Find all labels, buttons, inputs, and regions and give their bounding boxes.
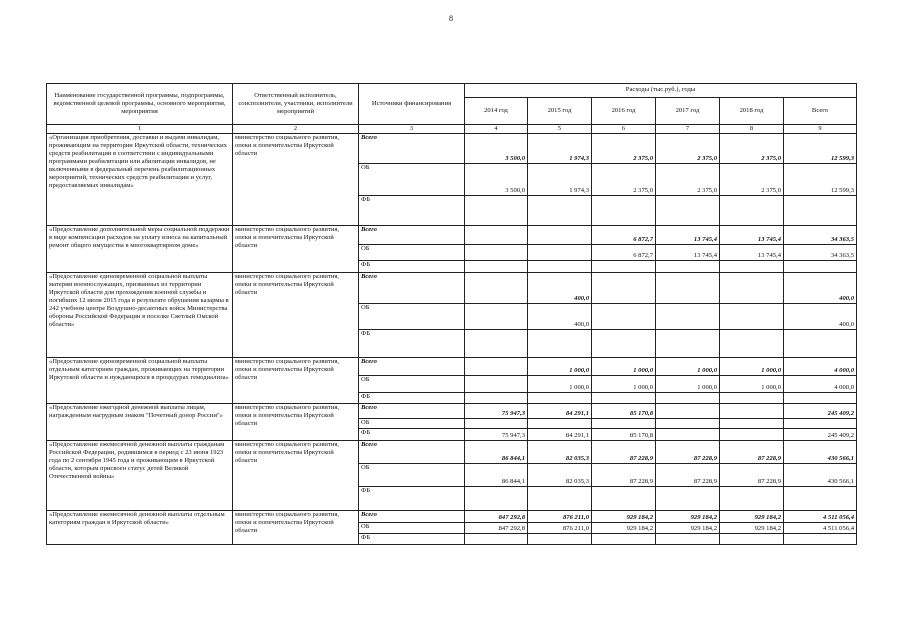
amount-cell (528, 244, 592, 260)
column-number: 7 (656, 125, 720, 134)
amount-cell: 2 375,0 (656, 133, 720, 163)
amount-cell (784, 392, 857, 403)
funding-source: ФБ (359, 329, 465, 357)
column-number: 6 (592, 125, 656, 134)
amount-cell: 929 184,2 (720, 522, 784, 533)
amount-cell: 1 000,0 (592, 375, 656, 392)
amount-cell (465, 375, 528, 392)
amount-cell (592, 533, 656, 544)
amount-cell (528, 392, 592, 403)
amount-cell: 245 409,2 (784, 428, 857, 440)
amount-cell (592, 260, 656, 272)
header-year: 2015 год (528, 98, 592, 125)
amount-cell (720, 329, 784, 357)
amount-cell: 1 000,0 (720, 357, 784, 375)
amount-cell (528, 329, 592, 357)
table-row (47, 357, 857, 375)
funding-source: ФБ (359, 260, 465, 272)
amount-cell (720, 486, 784, 510)
table-row (47, 403, 857, 418)
table-row (47, 272, 857, 303)
amount-cell: 87 228,9 (656, 440, 720, 463)
column-number: 1 (47, 125, 233, 134)
executor: министерство социального развития, опеки и попечительства Иркутской области (233, 225, 359, 272)
amount-cell: 400,0 (784, 303, 857, 329)
amount-cell: 1 000,0 (592, 357, 656, 375)
funding-source: ФБ (359, 392, 465, 403)
funding-source: ОБ (359, 375, 465, 392)
amount-cell (656, 533, 720, 544)
header-year: 2017 год (656, 98, 720, 125)
amount-cell: 12 599,3 (784, 133, 857, 163)
column-number: 3 (359, 125, 465, 134)
funding-source: ОБ (359, 163, 465, 195)
header-executor: Ответственный исполнитель, соисполнители, участники, исполнители мероприятий (233, 84, 359, 125)
amount-cell (720, 418, 784, 428)
amount-cell: 2 375,0 (592, 163, 656, 195)
header-year: 2014 год (465, 98, 528, 125)
amount-cell (465, 303, 528, 329)
amount-cell: 87 228,9 (720, 463, 784, 486)
amount-cell: 87 228,9 (720, 440, 784, 463)
amount-cell: 2 375,0 (720, 133, 784, 163)
funding-source: ФБ (359, 428, 465, 440)
column-number: 2 (233, 125, 359, 134)
amount-cell: 86 844,1 (465, 440, 528, 463)
column-number: 5 (528, 125, 592, 134)
amount-cell (656, 260, 720, 272)
amount-cell: 6 872,7 (592, 244, 656, 260)
amount-cell: 400,0 (528, 303, 592, 329)
amount-cell: 4 511 056,4 (784, 510, 857, 522)
page-number: 8 (449, 14, 453, 23)
funding-source: Всего (359, 225, 465, 244)
executor: министерство социального развития, опеки и попечительства Иркутской области (233, 272, 359, 357)
amount-cell: 4 000,0 (784, 375, 857, 392)
funding-source: Всего (359, 403, 465, 418)
amount-cell: 87 228,9 (656, 463, 720, 486)
amount-cell: 1 000,0 (720, 375, 784, 392)
amount-cell (656, 392, 720, 403)
amount-cell (720, 195, 784, 225)
executor: министерство социального развития, опеки и попечительства Иркутской области (233, 357, 359, 403)
amount-cell: 400,0 (784, 272, 857, 303)
funding-source: ОБ (359, 244, 465, 260)
header-year: 2016 год (592, 98, 656, 125)
amount-cell: 13 745,4 (720, 225, 784, 244)
amount-cell (465, 272, 528, 303)
amount-cell (528, 418, 592, 428)
amount-cell: 85 170,8 (592, 428, 656, 440)
funding-source: Всего (359, 357, 465, 375)
amount-cell (528, 225, 592, 244)
funding-source: ОБ (359, 303, 465, 329)
amount-cell (465, 533, 528, 544)
measure-name: «Организация приобретения, доставки и выдачи инвалидам, проживающим на территории Иркутской области, технических средств реабилитации в соответствии с индивидуальными программами реабилитации или абилитации инвалидов, не включенными в федеральный перечень реабилитационных мероприятий, технических средств реабилитации и услуг, предоставляемых инвалидам» (47, 133, 233, 225)
amount-cell: 3 500,0 (465, 163, 528, 195)
amount-cell: 929 184,2 (656, 522, 720, 533)
measure-name: «Предоставление единовременной социальной выплаты матерям военнослужащих, призванных из территории Иркутской области для прохождения военной службы и погибших 12 июля 2015 года в результате обрушения казармы в 242 учебном центре Воздушно-десантных войск Министерства обороны Российской Федерации в поселке Светлый Омской области» (47, 272, 233, 357)
measure-name: «Предоставление ежегодной денежной выплаты лицам, награжденным нагрудным знаком "Почетный донор России"» (47, 403, 233, 440)
amount-cell (465, 329, 528, 357)
header-expenses: Расходы (тыс.руб.), годы (465, 84, 857, 98)
executor: министерство социального развития, опеки и попечительства Иркутской области (233, 133, 359, 225)
amount-cell: 929 184,2 (720, 510, 784, 522)
amount-cell (720, 260, 784, 272)
measure-name: «Предоставление ежемесячной денежной выплаты отдельным категориям граждан в Иркутской области» (47, 510, 233, 544)
amount-cell (656, 403, 720, 418)
amount-cell: 13 745,4 (656, 244, 720, 260)
amount-cell (656, 428, 720, 440)
header-source: Источники финансирования (359, 84, 465, 125)
amount-cell (656, 272, 720, 303)
executor: министерство социального развития, опеки и попечительства Иркутской области (233, 403, 359, 440)
table-row (47, 225, 857, 244)
funding-source: ФБ (359, 533, 465, 544)
amount-cell: 1 000,0 (656, 375, 720, 392)
amount-cell: 2 375,0 (592, 133, 656, 163)
measure-name: «Предоставление единовременной социальной выплаты отдельным категориям граждан, проживающих на территории Иркутской области и нуждающихся в процедурах гемодиализа» (47, 357, 233, 403)
amount-cell: 87 228,9 (592, 440, 656, 463)
amount-cell: 1 974,3 (528, 133, 592, 163)
amount-cell: 1 974,3 (528, 163, 592, 195)
amount-cell (784, 329, 857, 357)
amount-cell: 34 363,5 (784, 244, 857, 260)
amount-cell (592, 392, 656, 403)
amount-cell: 245 409,2 (784, 403, 857, 418)
amount-cell: 84 291,1 (528, 403, 592, 418)
funding-source: ФБ (359, 195, 465, 225)
amount-cell (656, 486, 720, 510)
amount-cell: 2 375,0 (720, 163, 784, 195)
column-number: 8 (720, 125, 784, 134)
header-total: Всего (784, 98, 857, 125)
amount-cell (720, 392, 784, 403)
funding-source: Всего (359, 272, 465, 303)
amount-cell: 3 500,0 (465, 133, 528, 163)
expenses-table (46, 83, 857, 545)
amount-cell (465, 486, 528, 510)
funding-source: Всего (359, 510, 465, 522)
amount-cell (656, 195, 720, 225)
amount-cell (528, 195, 592, 225)
amount-cell (465, 260, 528, 272)
amount-cell (592, 418, 656, 428)
amount-cell: 6 872,7 (592, 225, 656, 244)
amount-cell: 4 511 056,4 (784, 522, 857, 533)
amount-cell: 1 000,0 (656, 357, 720, 375)
amount-cell (528, 486, 592, 510)
amount-cell: 430 566,1 (784, 440, 857, 463)
measure-name: «Предоставление ежемесячной денежной выплаты гражданам Российской Федерации, родившимся в период с 23 июня 1923 года по 2 сентября 1945 года и проживающим в Иркутской области, которым присвоен статус детей Великой Отечественной войны» (47, 440, 233, 510)
header-year: 2018 год (720, 98, 784, 125)
table-body (47, 133, 857, 544)
executor: министерство социального развития, опеки и попечительства Иркутской области (233, 510, 359, 544)
amount-cell (784, 195, 857, 225)
amount-cell: 847 292,8 (465, 510, 528, 522)
amount-cell (656, 329, 720, 357)
amount-cell (592, 329, 656, 357)
amount-cell (720, 403, 784, 418)
amount-cell (465, 244, 528, 260)
amount-cell: 82 035,3 (528, 440, 592, 463)
amount-cell (720, 428, 784, 440)
column-number: 4 (465, 125, 528, 134)
amount-cell (465, 392, 528, 403)
measure-name: «Предоставление дополнительной меры социальной поддержки в виде компенсации расходов на уплату взноса на капитальный ремонт общего имущества в многоквартирном доме» (47, 225, 233, 272)
funding-source: ОБ (359, 418, 465, 428)
amount-cell: 84 291,1 (528, 428, 592, 440)
column-number: 9 (784, 125, 857, 134)
amount-cell (528, 260, 592, 272)
table-row (47, 440, 857, 463)
amount-cell: 929 184,2 (592, 522, 656, 533)
funding-source: ФБ (359, 486, 465, 510)
header-name: Наименование государственной программы, подпрограммы, ведомственной целевой программы, основного мероприятия, мероприятия (47, 84, 233, 125)
amount-cell (784, 533, 857, 544)
amount-cell (592, 195, 656, 225)
amount-cell: 82 035,3 (528, 463, 592, 486)
amount-cell: 4 000,0 (784, 357, 857, 375)
table-row (47, 133, 857, 163)
amount-cell (656, 418, 720, 428)
amount-cell (784, 260, 857, 272)
amount-cell: 75 947,3 (465, 403, 528, 418)
amount-cell: 847 292,8 (465, 522, 528, 533)
amount-cell (528, 533, 592, 544)
amount-cell (592, 272, 656, 303)
amount-cell: 13 745,4 (720, 244, 784, 260)
amount-cell (592, 486, 656, 510)
amount-cell: 876 211,0 (528, 522, 592, 533)
amount-cell: 929 184,2 (592, 510, 656, 522)
funding-source: ОБ (359, 522, 465, 533)
amount-cell: 929 184,2 (656, 510, 720, 522)
amount-cell (465, 357, 528, 375)
amount-cell: 86 844,1 (465, 463, 528, 486)
amount-cell: 2 375,0 (656, 163, 720, 195)
amount-cell: 876 211,0 (528, 510, 592, 522)
amount-cell: 13 745,4 (656, 225, 720, 244)
funding-source: ОБ (359, 463, 465, 486)
amount-cell (720, 303, 784, 329)
amount-cell: 87 228,9 (592, 463, 656, 486)
table-header (47, 84, 857, 134)
amount-cell: 400,0 (528, 272, 592, 303)
amount-cell (720, 272, 784, 303)
amount-cell (465, 225, 528, 244)
amount-cell: 430 566,1 (784, 463, 857, 486)
amount-cell (465, 195, 528, 225)
amount-cell (592, 303, 656, 329)
amount-cell: 12 599,3 (784, 163, 857, 195)
amount-cell: 1 000,0 (528, 375, 592, 392)
amount-cell: 85 170,8 (592, 403, 656, 418)
table-row (47, 510, 857, 522)
amount-cell: 75 947,3 (465, 428, 528, 440)
amount-cell (784, 486, 857, 510)
amount-cell: 34 363,5 (784, 225, 857, 244)
amount-cell: 1 000,0 (528, 357, 592, 375)
amount-cell (784, 418, 857, 428)
amount-cell (465, 418, 528, 428)
executor: министерство социального развития, опеки и попечительства Иркутской области (233, 440, 359, 510)
funding-source: Всего (359, 440, 465, 463)
funding-source: Всего (359, 133, 465, 163)
amount-cell (720, 533, 784, 544)
amount-cell (656, 303, 720, 329)
